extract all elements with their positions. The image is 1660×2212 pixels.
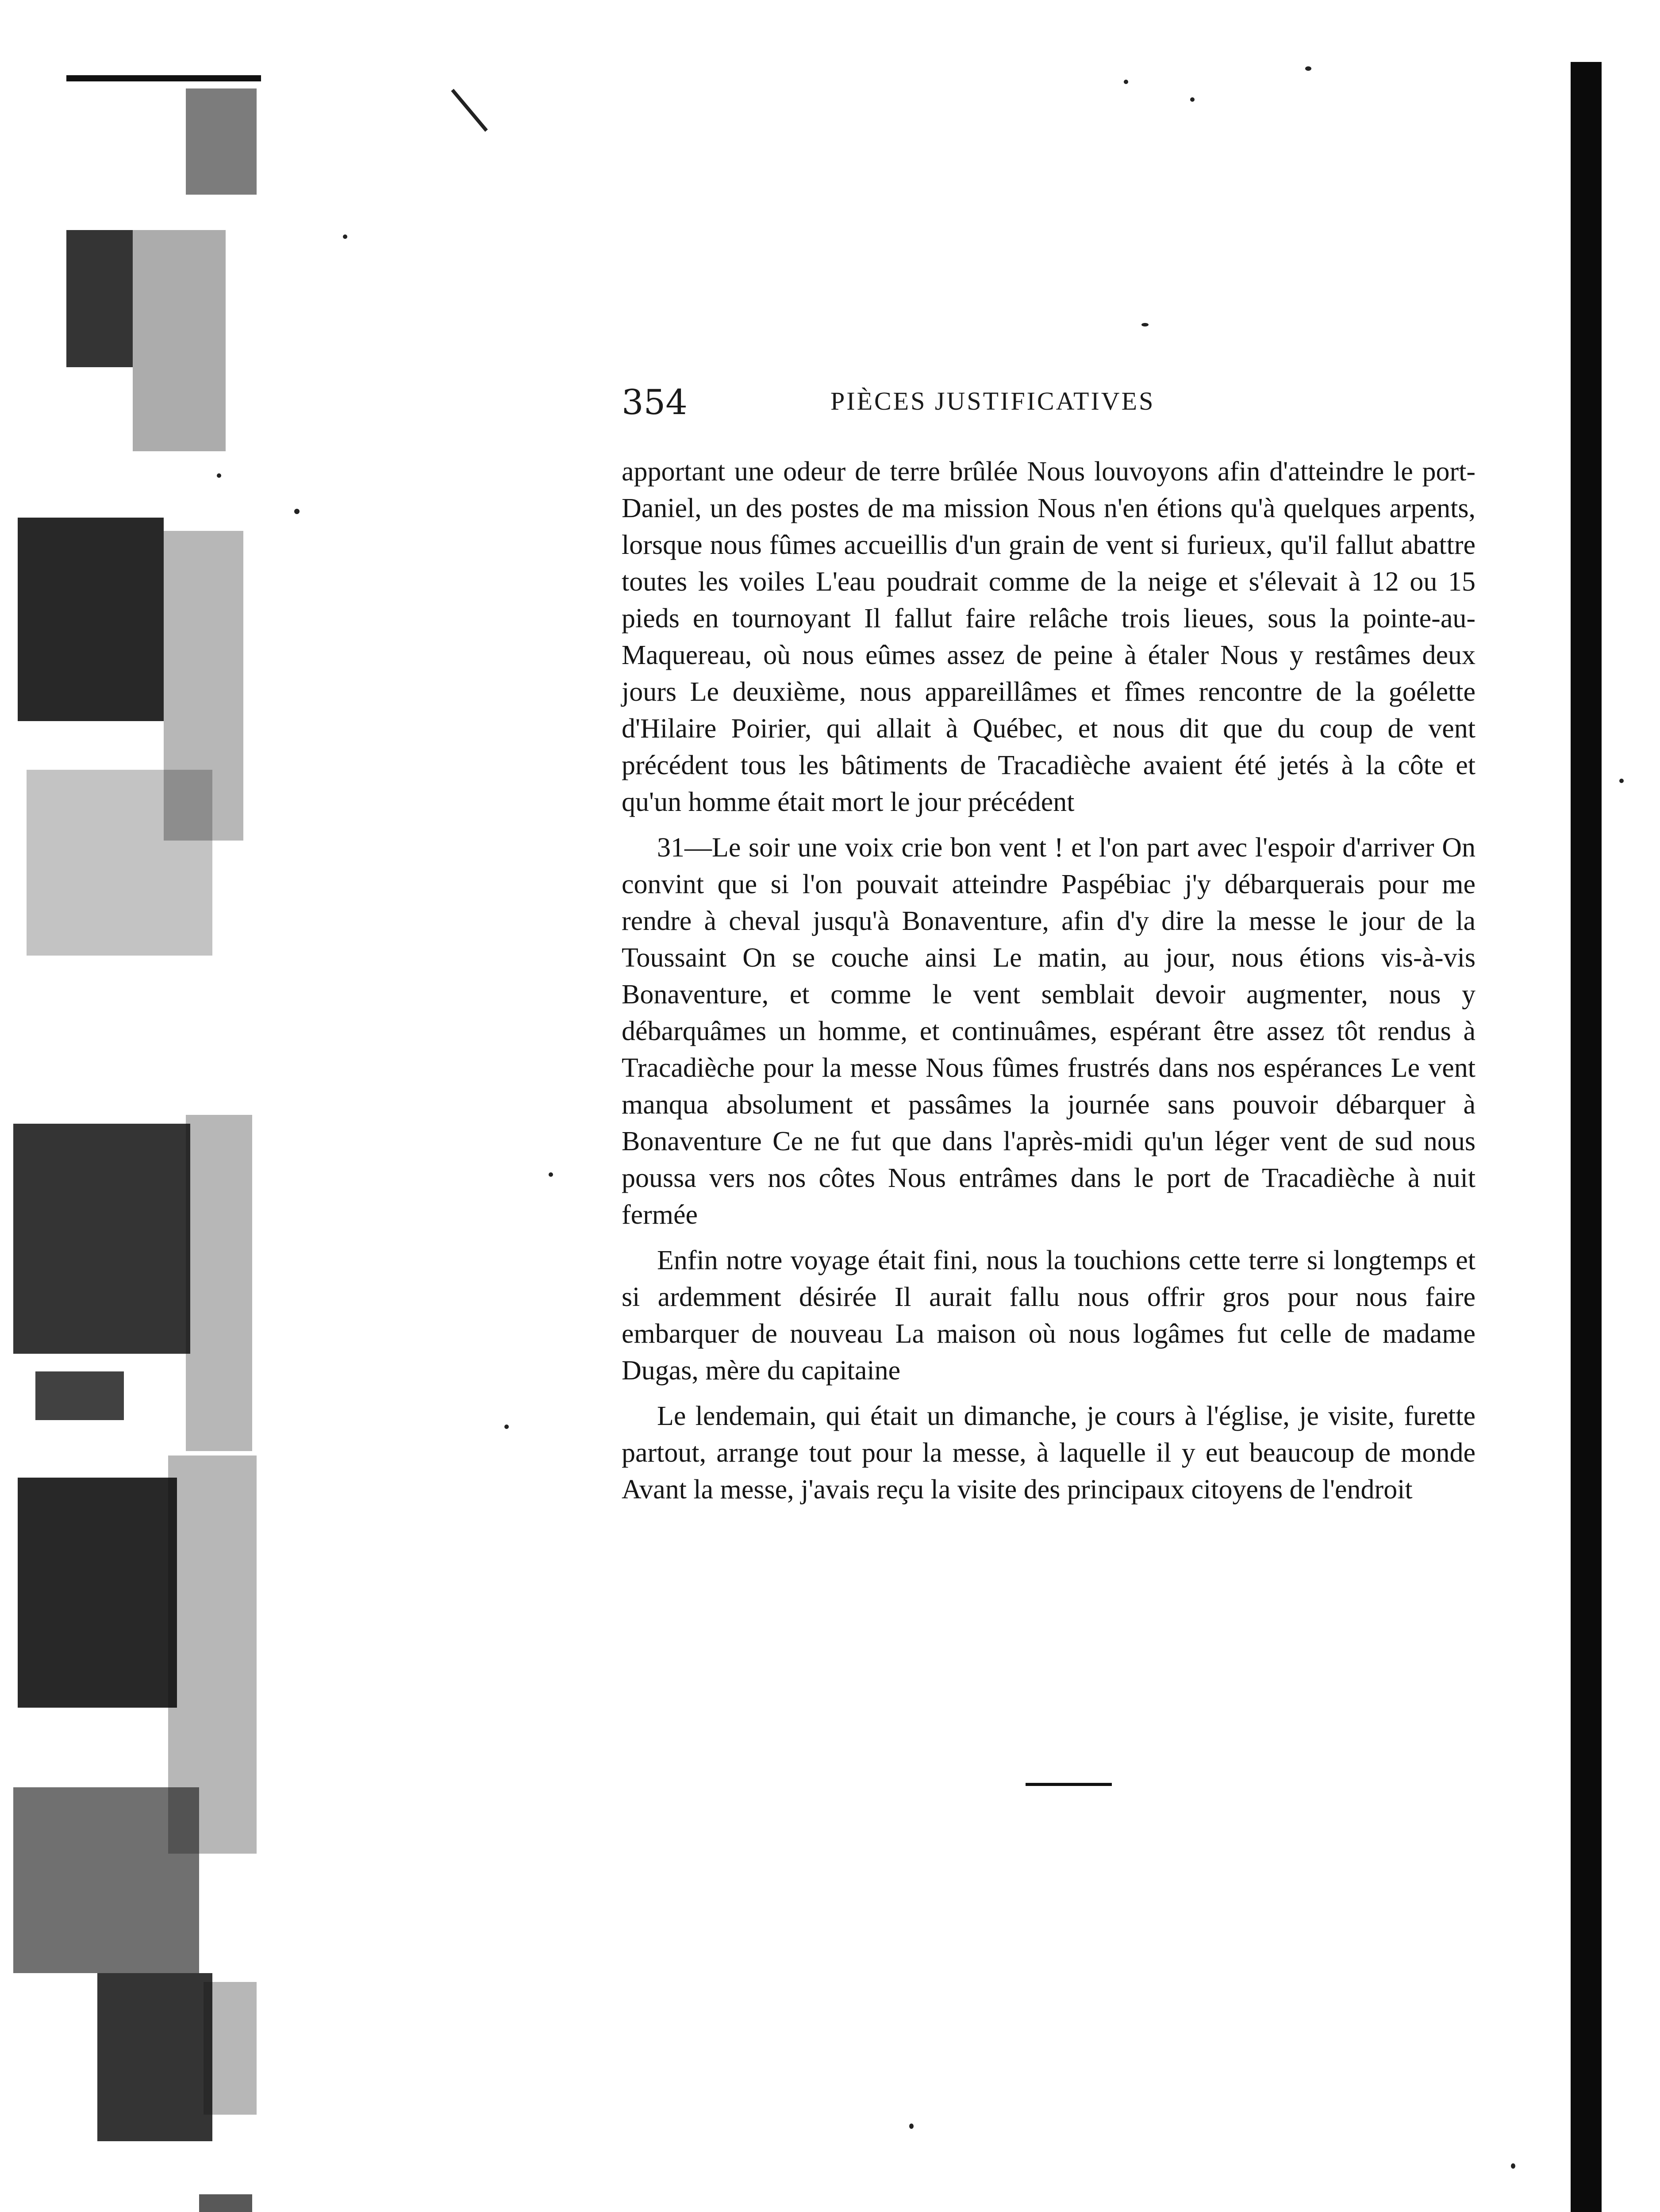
ink-mark <box>451 72 508 132</box>
speck <box>549 1172 553 1177</box>
end-rule <box>1026 1783 1112 1786</box>
speck <box>294 509 300 514</box>
binding-edge-scan-noise <box>0 62 274 2212</box>
page-header <box>622 383 1237 425</box>
speck <box>909 2124 914 2129</box>
speck <box>1511 2163 1515 2169</box>
speck <box>1190 97 1195 102</box>
speck <box>1305 66 1311 71</box>
speck <box>217 473 221 478</box>
paragraph: apportant une odeur de terre brûlée Nous louvoyons afin d'atteindre le port-Daniel, un des postes de ma mission Nous n'en étions qu'à quelques arpents, lorsque nous fûmes accueillis d'un grain de vent si furieux, qu'il fallut abattre toutes les voiles L'eau poudrait comme de la neige et s'élevait à 12 ou 15 pieds en tournoyant Il fallut faire relâche trois lieues, sous la pointe-au-Maquereau, où nous eûmes assez de peine à étaler Nous y restâmes deux jours Le deuxième, nous appareillâmes et fîmes rencontre de la goélette d'Hilaire Poirier, qui allait à Québec, et nous dit que du coup de vent précédent tous les bâtiments de Tracadièche avaient été jetés à la côte et qu'un homme était mort le jour précédent <box>622 457 1476 817</box>
speck <box>504 1425 509 1429</box>
right-page-edge-shadow <box>1571 62 1602 2212</box>
speck <box>1141 323 1149 326</box>
running-head: PIÈCES JUSTIFICATIVES <box>830 387 1155 415</box>
paragraph: Enfin notre voyage était fini, nous la touchions cette terre si longtemps et si ardemment désirée Il aurait fallu nous offrir gros pour nous faire embarquer de nouveau La maison où nous logâmes fut celle de madame Dugas, mère du capitaine <box>622 1245 1476 1386</box>
paragraph: Le lendemain, qui était un dimanche, je cours à l'église, je visite, furette partout, arrange tout pour la messe, à laquelle il y eut beaucoup de monde Avant la messe, j'avais reçu la visite des principaux citoyens de l'endroit <box>622 1401 1476 1505</box>
body-text <box>622 453 1476 1517</box>
paragraph: 31—Le soir une voix crie bon vent ! et l'on part avec l'espoir d'arriver On convint que si l'on pouvait atteindre Paspébiac j'y débarquerais pour me rendre à cheval jusqu'à Bonaventure, afin d'y dire la messe le jour de la Toussaint On se couche ainsi Le matin, au jour, nous étions vis-à-vis Bonaventure, et comme le vent semblait devoir augmenter, nous y débarquâmes un homme, et continuâmes, espérant être assez tôt rendus à Tracadièche pour la messe Nous fûmes frustrés dans nos espérances Le vent manqua absolument et passâmes la journée sans pouvoir débarquer à Bonaventure Ce ne fut que dans l'après-midi qu'un léger vent de sud nous poussa vers nos côtes Nous entrâmes dans le port de Tracadièche à nuit fermée <box>622 833 1476 1230</box>
speck <box>1619 779 1624 783</box>
speck <box>1124 80 1128 84</box>
speck <box>343 234 347 239</box>
page-number: 354 <box>622 383 688 422</box>
